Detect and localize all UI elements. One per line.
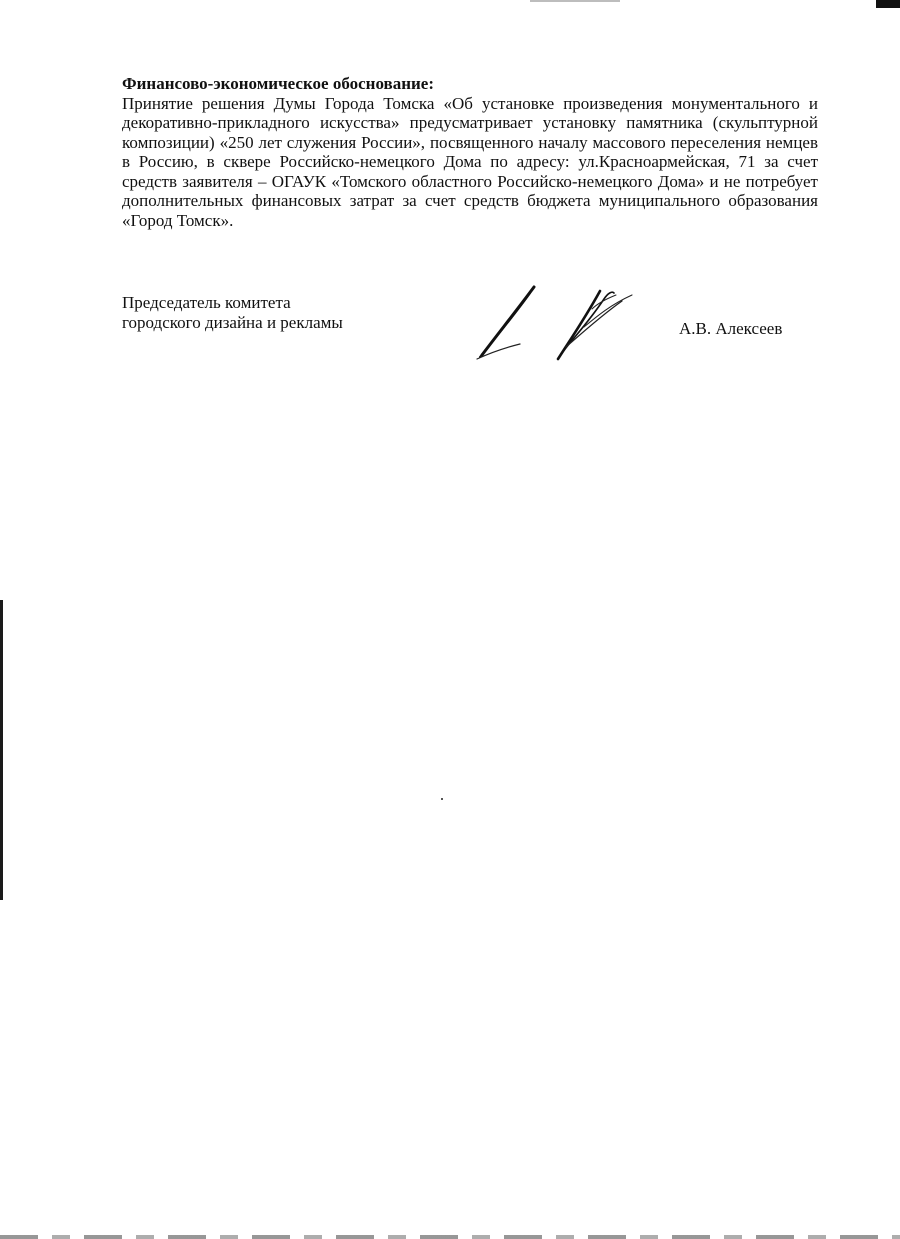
scan-artifact-corner <box>876 0 900 8</box>
justification-section <box>122 74 818 230</box>
signer-name: А.В. Алексеев <box>679 319 783 338</box>
scan-artifact-bottom-edge <box>0 1235 900 1239</box>
signer-position <box>122 293 422 332</box>
scan-artifact-top <box>530 0 620 2</box>
handwritten-signature <box>472 285 642 367</box>
signer-position-line-2: городского дизайна и рекламы <box>122 312 343 332</box>
signature-block <box>122 293 818 383</box>
scan-artifact-left-edge <box>0 600 3 900</box>
section-heading: Финансово-экономическое обоснование: <box>122 74 435 93</box>
signer-position-line-1: Председатель комитета <box>122 293 291 312</box>
scan-speck <box>441 798 443 800</box>
justification-paragraph: Принятие решения Думы Города Томска «Об установке произведения монументального и декоративно-прикладного искусства» предусматривает установку памятника (скульптурной композиции) «250 лет служения России», посвященного началу массового переселения немцев в Россию, в сквере Российско-немецкого Дома по адресу: ул.Красноармейская, 71 за счет средств заявителя – ОГАУК «Томского областного Российско-немецкого Дома» и не потребует дополнительных финансовых затрат за счет средств бюджета муниципального образования «Город Томск». <box>122 93 818 230</box>
